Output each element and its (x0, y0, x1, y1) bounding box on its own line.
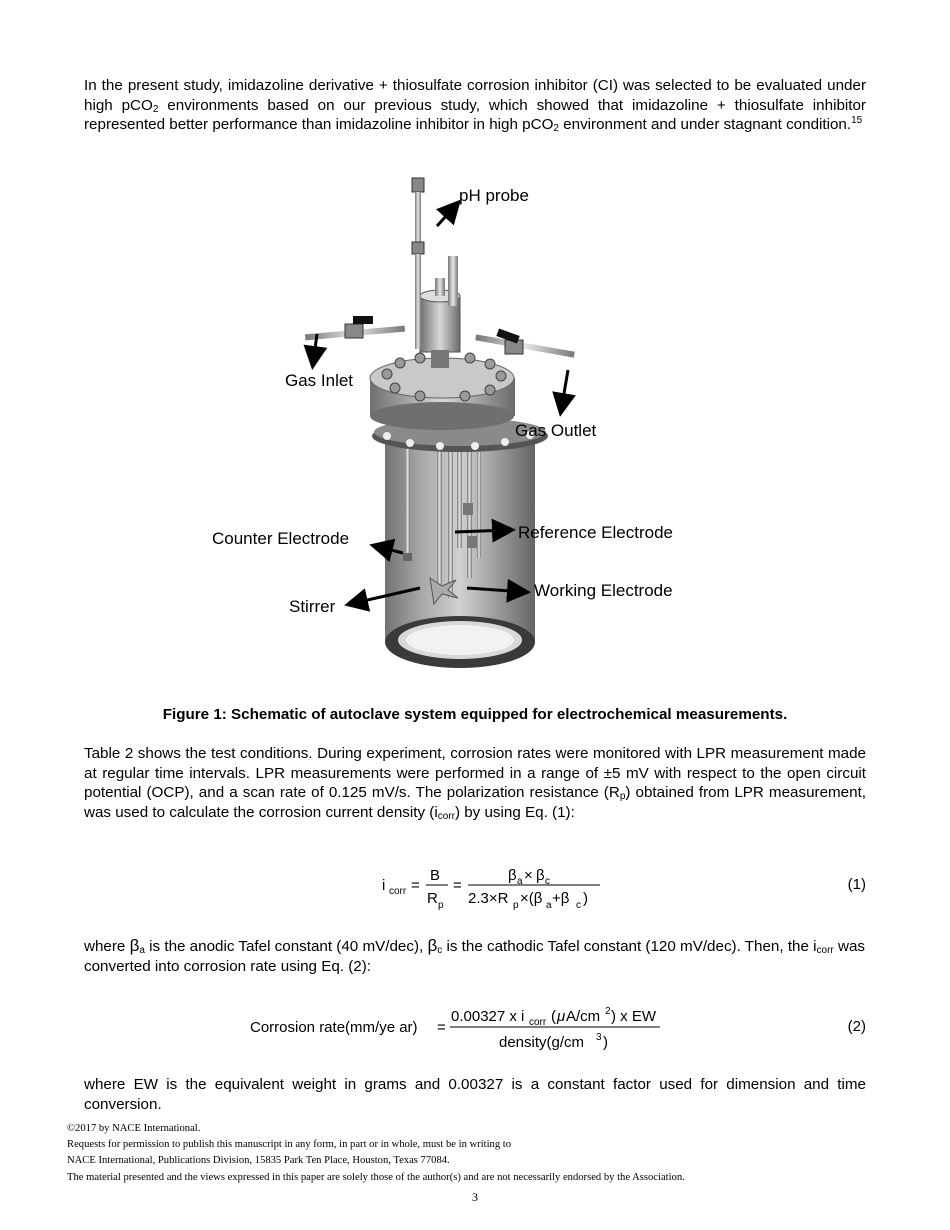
svg-text:×: × (524, 867, 533, 884)
footer-copyright: ©2017 by NACE International. (67, 1123, 201, 1134)
svg-text:corr: corr (389, 886, 407, 897)
svg-text:p: p (513, 900, 519, 911)
autoclave-schematic-figure (205, 168, 705, 688)
svg-text:×(β: ×(β (520, 890, 543, 907)
ph-probe-arrow (437, 204, 457, 226)
reference-electrode-label: Reference Electrode (518, 523, 673, 542)
gas-outlet-label: Gas Outlet (515, 421, 597, 440)
svg-text:): ) (583, 890, 588, 907)
gas-outlet-arrow (561, 370, 568, 411)
svg-text:a: a (546, 900, 552, 911)
svg-text:corr: corr (529, 1017, 547, 1028)
ew-paragraph: where EW is the equivalent weight in grams and 0.00327 is a constant factor used for dimension and time conversion. (84, 1076, 866, 1113)
svg-text:β: β (508, 867, 517, 884)
svg-text:i: i (382, 877, 386, 894)
svg-text:μ: μ (557, 1008, 566, 1025)
svg-text:c: c (545, 876, 550, 887)
reference-electrode-arrow (455, 530, 510, 532)
tafel-paragraph: where $\beta_a$ is the anodic Tafel constant (40 mV/dec), $\beta_c$ is the cathodic Tafel constant (120 mV/dec). Then, the $i_{corr}$ was converted into corrosion rate using Eq. (2): (84, 936, 865, 975)
ph-probe-label: pH probe (459, 186, 529, 205)
equation-1 (380, 860, 620, 916)
footer-disclaimer: The material presented and the views expressed in this paper are solely those of the author(s) and are not necessarily endorsed by the Association. (67, 1172, 685, 1183)
svg-text:=: = (437, 1019, 446, 1036)
svg-text:): ) (603, 1034, 608, 1051)
svg-text:Corrosion rate(mm/ye ar): Corrosion rate(mm/ye ar) (250, 1019, 418, 1036)
svg-text:=: = (453, 877, 462, 894)
svg-text:density(g/cm: density(g/cm (499, 1034, 585, 1051)
svg-text:0.00327 x i: 0.00327 x i (451, 1008, 525, 1025)
intro-paragraph: In the present study, imidazoline derivative + thiosulfate corrosion inhibitor (CI) was selected to be evaluated under high pCO$_2$ environments based on our previous study, which showed that imidazoline + thiosulfate inhibitor represented better performance than imidazoline inhibitor in high pCO$_2$ environment and under stagnant condition.$^{15}$ (84, 77, 866, 135)
footer-permission: Requests for permission to publish this manuscript in any form, in part or in whole, must be in writing to (67, 1139, 512, 1150)
equation-1-number: (1) (847, 876, 866, 893)
counter-electrode-label: Counter Electrode (212, 529, 350, 548)
svg-text:=: = (411, 877, 420, 894)
footer-address: NACE International, Publications Division, 15835 Park Ten Place, Houston, Texas 77084. (67, 1155, 450, 1166)
method-paragraph: Table 2 shows the test conditions. During experiment, corrosion rates were monitored with LPR measurement made at regular time intervals. LPR measurements were performed in a range of ±5 mV with respect to the open circuit potential (OCP), and a scan rate of 0.125 mV/s. The polarization resistance $(R_p)$ obtained from LPR measurement, was used to calculate the corrosion current density $(i_{corr})$ by using Eq. (1): (84, 745, 867, 822)
svg-text:3: 3 (596, 1032, 602, 1043)
svg-text:a: a (517, 876, 523, 887)
stirrer-label: Stirrer (289, 597, 336, 616)
equation-2 (248, 1000, 668, 1058)
svg-text:+β: +β (552, 890, 570, 907)
page-number: 3 (472, 1190, 478, 1204)
svg-text:p: p (438, 900, 444, 911)
figure-caption: Figure 1: Schematic of autoclave system equipped for electrochemical measurements. (162, 706, 788, 723)
svg-text:R: R (427, 890, 438, 907)
gas-inlet-label: Gas Inlet (285, 371, 354, 390)
svg-text:(: ( (551, 1008, 556, 1025)
svg-text:c: c (576, 900, 581, 911)
svg-text:2: 2 (605, 1006, 611, 1017)
equation-2-number: (2) (847, 1018, 866, 1035)
svg-text:β: β (536, 867, 545, 884)
svg-text:2.3×R: 2.3×R (468, 890, 509, 907)
svg-text:) x EW: ) x EW (611, 1008, 656, 1025)
svg-text:B: B (430, 867, 441, 884)
working-electrode-label: Working Electrode (534, 581, 673, 600)
svg-text:A/cm: A/cm (566, 1008, 601, 1025)
